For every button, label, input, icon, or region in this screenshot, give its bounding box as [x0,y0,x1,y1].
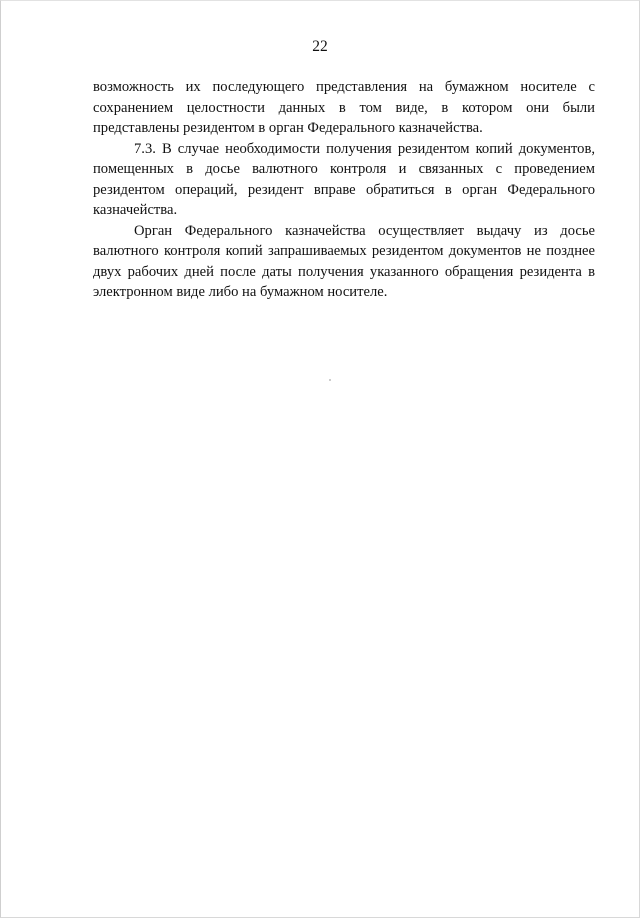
paragraph-continuation: возможность их последующего представления на бумажном носителе с сохранением целостности данных в том виде, в котором они были представлены резидентом в орган Федерального казначейства. [93,79,595,136]
page-number: 22 [312,38,328,55]
page-body [93,77,595,303]
paragraph-7-3: 7.3. В случае необходимости получения резидентом копий документов, помещенных в досье валютного контроля и связанных с проведением резидентом операций, резидент вправе обратиться в орган Федерального казначейства. [93,140,595,218]
scan-speck [329,379,331,381]
paragraph-issuance: Орган Федерального казначейства осуществляет выдачу из досье валютного контроля копий запрашиваемых резидентом документов не позднее двух рабочих дней после даты получения указанного обращения резидента в электронном виде либо на бумажном носителе. [93,222,595,300]
